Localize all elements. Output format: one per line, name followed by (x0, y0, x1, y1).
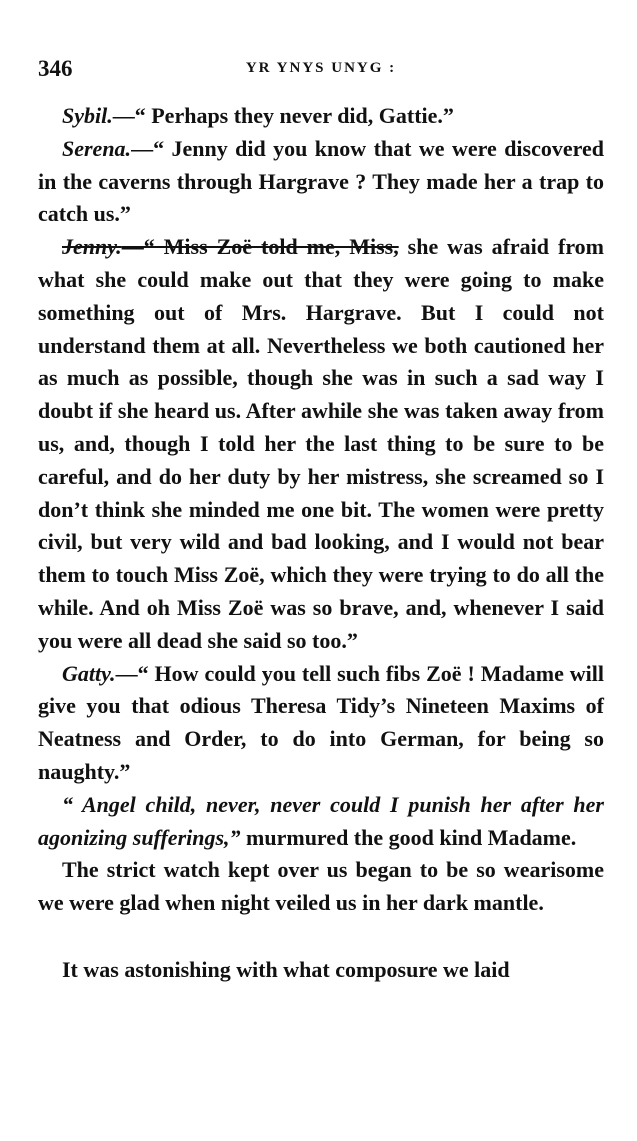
paragraph-text: —“ Perhaps they never did, Gattie.” (112, 103, 454, 128)
speaker-name: Serena. (62, 135, 132, 161)
struck-text: —“ Miss Zoë told me, Miss, (121, 234, 399, 260)
paragraph-text: she was afraid from what she could make out that they were going to make something out of Mrs. Hargrave. But I could not understand them at all. Nevertheless we both cautioned her as much as possible, though she was in such a sad way I doubt if she heard us. After awhile she was taken away from us, and, though I told her the last thing to be sure to be careful, and do her duty by her mistress, she screamed so I don’t think she minded me one bit. The women were pretty civil, but very wild and bad looking, and I would not bear them to touch Miss Zoë, which they were trying to do all the while. And oh Miss Zoë was so brave, and, whenever I said you were all dead she said so too.” (38, 234, 605, 653)
paragraph-watch (38, 854, 604, 920)
paragraph-gatty (38, 658, 604, 789)
paragraph-jenny (38, 231, 604, 657)
paragraph-text: —“ How could you tell such fibs Zoë ! Madame will give you that odious Theresa Tidy’s Nineteen Maxims of Neatness and Order, to do into German, for being so naughty.” (38, 660, 604, 784)
paragraph-composure (38, 954, 604, 987)
paragraph-sybil (38, 100, 604, 133)
paragraph-text: It was astonishing with what composure we laid (62, 956, 510, 982)
paragraph-text: The strict watch kept over us began to be so wearisome we were glad when night veiled us in her dark mantle. (38, 857, 604, 916)
page-header (38, 52, 604, 88)
running-head: YR YNYS UNYG : (245, 60, 397, 76)
page-number: 346 (38, 56, 73, 81)
paragraph-madame (38, 789, 604, 855)
section-gap (38, 920, 604, 954)
speaker-name: Sybil. (62, 103, 113, 128)
paragraph-text: —“ Jenny did you know that we were discovered in the caverns through Hargrave ? They made her a trap to catch us.” (38, 135, 604, 227)
body-text (38, 100, 604, 987)
paragraph-text: murmured the good kind Madame. (240, 824, 577, 850)
emphasized-quote: “ Angel child, never, never could I punish her after her agonizing sufferings,” (38, 791, 604, 850)
speaker-name: Gatty. (62, 660, 116, 686)
paragraph-serena (38, 133, 604, 231)
speaker-name: Jenny. (62, 234, 122, 260)
